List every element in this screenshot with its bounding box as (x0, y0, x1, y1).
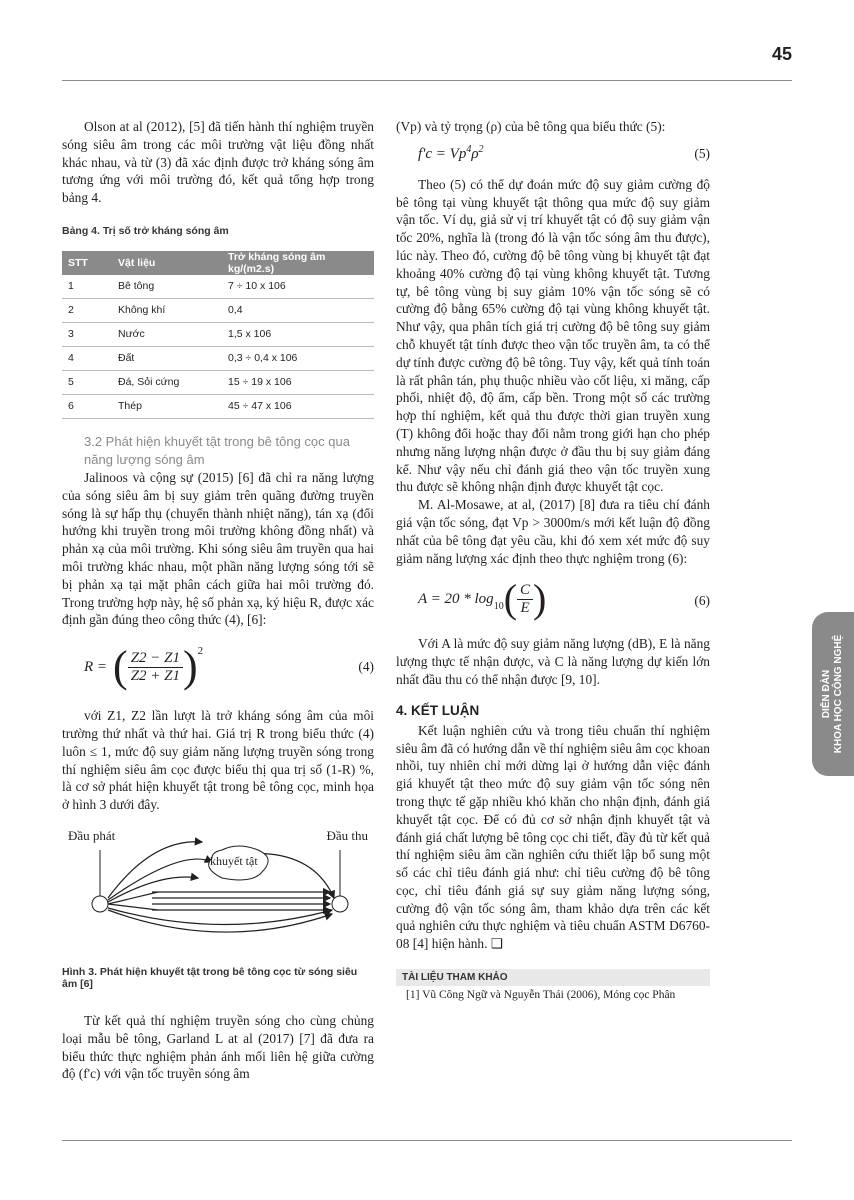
table-row (62, 275, 374, 299)
table-cell: 2 (62, 298, 112, 322)
right-paragraph-3: M. Al-Mosawe, at al, (2017) [8] đưa ra tiêu chí đánh giá vận tốc sóng, đạt Vp > 3000m/s mới kết luận độ đồng nhất của bê tông đạt yêu cầu, khi đó xem xét mức độ suy giảm năng lượng xác định theo thực nghiệm trong (6): (396, 497, 710, 566)
right-paragraph-1: (Vp) và tỷ trọng (ρ) của bê tông qua biểu thức (5): (396, 119, 666, 134)
bottom-rule (62, 1140, 792, 1141)
table-cell: 1 (62, 275, 112, 299)
formula-5-rho: ρ (471, 145, 479, 162)
table-row (62, 322, 374, 346)
table-cell: 4 (62, 346, 112, 370)
formula-4: R = ( $\frac{Z2 - Z1}{Z2 + Z1}$ ) 2 (4) (84, 642, 374, 692)
left-paragraph-2: Jalinoos và cộng sự (2015) [6] đã chỉ ra năng lượng của sóng siêu âm bị suy giảm trên quãng đường truyền sóng là sự hấp thụ (chuyển thành nhiệt năng), tán xạ (đổi hướng khi truyền trong môi trường không đồng nhất) và phản xạ của môi trường. Khi sóng siêu âm truyền qua hai môi trường khác nhau, một phần năng lượng sóng tới sẽ bị phản xạ tại mặt phân cách giữa hai môi trường đó. Trong trường hợp này, hệ số phản xạ, ký hiệu R, được xác định gần đúng theo công thức (4), [6]: (62, 469, 374, 628)
defect-label: khuyết tật (210, 853, 258, 868)
formula-6-base: 10 (493, 600, 504, 612)
left-paragraph-3: với Z1, Z2 lần lượt là trở kháng sóng âm của môi trường thứ nhất và thứ hai. Giá trị R trong biểu thức (4) luôn ≤ 1, mức độ suy giảm năng lượng truyền sóng trong thí nghiệm siêu âm cọc được biểu thị qua trị số (1-R) %, là cơ sở phát hiện khuyết tật trong bê tông cọc, minh họa ở hình 3 dưới đây. (62, 708, 374, 813)
subsection-heading: 3.2 Phát hiện khuyết tật trong bê tông cọc qua năng lượng sóng âm (84, 433, 350, 467)
table-header-row (62, 251, 374, 275)
table-cell: Nước (112, 322, 222, 346)
formula-4-lhs: R = (84, 658, 108, 675)
wave-diagram (62, 828, 374, 956)
figure-caption: Hình 3. Phát hiện khuyết tật trong bê tông cọc từ sóng siêu âm [6] (62, 965, 358, 990)
table-header-cell: Trở kháng sóng âm kg/(m2.s) (222, 251, 374, 275)
formula-5-exp1: 4 (466, 143, 472, 155)
table-caption: Bảng 4. Trị số trở kháng sóng âm (62, 224, 229, 237)
formula-4-exponent: 2 (197, 645, 204, 658)
left-paragraph-1: Olson at al (2012), [5] đã tiến hành thí nghiệm truyền sóng siêu âm trong các môi trường vật liệu đồng nhất khác nhau, và từ (3) đã xác định được trở kháng sóng âm tương ứng với môi trường đó, kết quả tổng hợp trong bảng 4. (62, 119, 374, 206)
left-paragraph-4: Từ kết quả thí nghiệm truyền sóng cho cùng chủng loại mẫu bê tông, Garland L at al (2017) [7] đã đưa ra biểu thức thực nghiệm phản ánh mối liên hệ giữa cường độ (f'c) với vận tốc truyền sóng âm (62, 1012, 374, 1082)
right-paragraph-5: Kết luận nghiên cứu và trong tiêu chuẩn thí nghiệm siêu âm đã có hướng dẫn về thí nghiệm siêu âm cọc khoan nhồi, tuy nhiên chỉ mới dừng lại ở hướng dẫn việc đánh giá khuyết tật theo mức độ suy giảm vận tốc sóng nên trong thực tế gặp nhiều khó khăn cho nhận định, đánh giá khuyết tật cọc. Để có đủ cơ sở nhận định khuyết tật và đánh giá chất lượng bê tông cọc chi tiết, đầy đủ từ kết quả thí nghiệm siêu âm cần nghiên cứu thiết lập bổ sung một số các chỉ tiêu đánh giá như: chỉ tiêu cường độ bê tông cọc, chỉ tiêu đánh giá sự suy giảm năng lượng sóng, cường độ vận tốc sóng âm, tham khảo dựa trên các kết quả nghiên cứu thực nghiệm và tiêu chuẩn ASTM D6760- 08 [4] hiện hành. ❑ (396, 722, 710, 952)
reference-item: [1] Vũ Công Ngữ và Nguyễn Thái (2006), Móng cọc Phân (406, 989, 676, 1002)
table-row (62, 346, 374, 370)
formula-6-lhs: A = 20 * log (418, 590, 494, 607)
right-paragraph-4: Với A là mức độ suy giảm năng lượng (dB), E là năng lượng thực tế nhận được, và C là năng lượng dự kiến lớn nhất đầu thu có thể nhận được [9, 10]. (396, 636, 710, 687)
table-cell: 1,5 x 106 (222, 322, 374, 346)
table-row (62, 298, 374, 322)
right-column (396, 118, 710, 1001)
right-paragraph-2: Theo (5) có thể dự đoán mức độ suy giảm cường độ bê tông tại vùng khuyết tật thông qua mức độ suy giảm vận tốc. Ví dụ, giả sử vị trí khuyết tật có độ suy giảm vận tốc 20%, nghĩa là (trong đó là vận tốc sóng âm thu được), lúc này. Theo đó, cường độ bê tông vùng bị khuyết tật đạt khoảng 40% cường độ tại vùng không khuyết tật. Tương tự, bê tông vùng bị suy giảm 10% vận tốc sóng sẽ có cường độ bằng 65% cường độ tại vùng không khuyết tật. Như vậy, qua phân tích giá trị cường độ bê tông suy giảm chỗ khuyết tật tính được theo vận tốc truyền âm, ta có thể dự tính được cường độ bê tông. Tuy vậy, kết quả tính toán là rất phân tán, phụ thuộc nhiều vào cốt liệu, xi măng, cấp phối, nhiệt độ, độ ẩm, cấp bền. Trong một số các trường hợp thí nghiệm, kết quả thu được thời gian truyền xung (T) không đổi hoặc thay đổi nằm trong giới hạn cho phép nhưng năng lượng nhận được ở đầu thu bị suy giảm đáng kể. Như vậy nếu chỉ đánh giá theo vận tốc truyền xung thu được sẽ không nhận định được khuyết tật cọc. (396, 176, 710, 495)
table-cell: 0,3 ÷ 0,4 x 106 (222, 346, 374, 370)
top-rule (62, 80, 792, 81)
table-cell: Không khí (112, 298, 222, 322)
table-cell: Đá, Sỏi cứng (112, 370, 222, 394)
table-cell: Bê tông (112, 275, 222, 299)
side-tab-line-1: DIỄN ĐÀN (821, 669, 832, 719)
formula-5 (396, 140, 710, 170)
emitter-label: Đầu phát (68, 827, 116, 843)
page-number: 45 (771, 44, 792, 64)
left-column (62, 118, 374, 1083)
table-cell: 0,4 (222, 298, 374, 322)
table-row (62, 394, 374, 418)
side-tab-line-2: KHOA HỌC CÔNG NGHỆ (833, 634, 844, 754)
table-header-cell: Vật liệu (112, 251, 222, 275)
impedance-table (62, 251, 374, 419)
section-heading-conclusion: 4. KẾT LUẬN (396, 702, 480, 718)
table-cell: 5 (62, 370, 112, 394)
table-cell: 15 ÷ 19 x 106 (222, 370, 374, 394)
table-cell: 7 ÷ 10 x 106 (222, 275, 374, 299)
table-cell: 45 ÷ 47 x 106 (222, 394, 374, 418)
formula-6-denominator: E (520, 599, 530, 616)
table-row (62, 370, 374, 394)
formula-4-number: (4) (358, 659, 374, 675)
receiver-label: Đầu thu (326, 827, 368, 843)
formula-5-lhs: f'c = Vp (418, 145, 467, 162)
references-title: TÀI LIỆU THAM KHẢO (396, 969, 710, 986)
formula-6-numerator: C (517, 582, 533, 600)
table-cell: Đất (112, 346, 222, 370)
formula-6-number: (6) (694, 593, 710, 609)
formula-4-denominator: Z2 + Z1 (130, 667, 181, 684)
table-cell: 6 (62, 394, 112, 418)
formula-4-numerator: Z2 − Z1 (128, 650, 183, 668)
figure-3 (62, 828, 374, 956)
formula-5-number: (5) (694, 145, 710, 161)
formula-6: A = 20 * log 10 ( $\frac{C}{E}$ ) (6) (418, 576, 710, 622)
side-tab (812, 612, 854, 776)
table-cell: Thép (112, 394, 222, 418)
formula-5-exp2: 2 (478, 143, 484, 155)
table-header-cell: STT (62, 251, 112, 275)
table-cell: 3 (62, 322, 112, 346)
side-tab-text (821, 635, 845, 754)
